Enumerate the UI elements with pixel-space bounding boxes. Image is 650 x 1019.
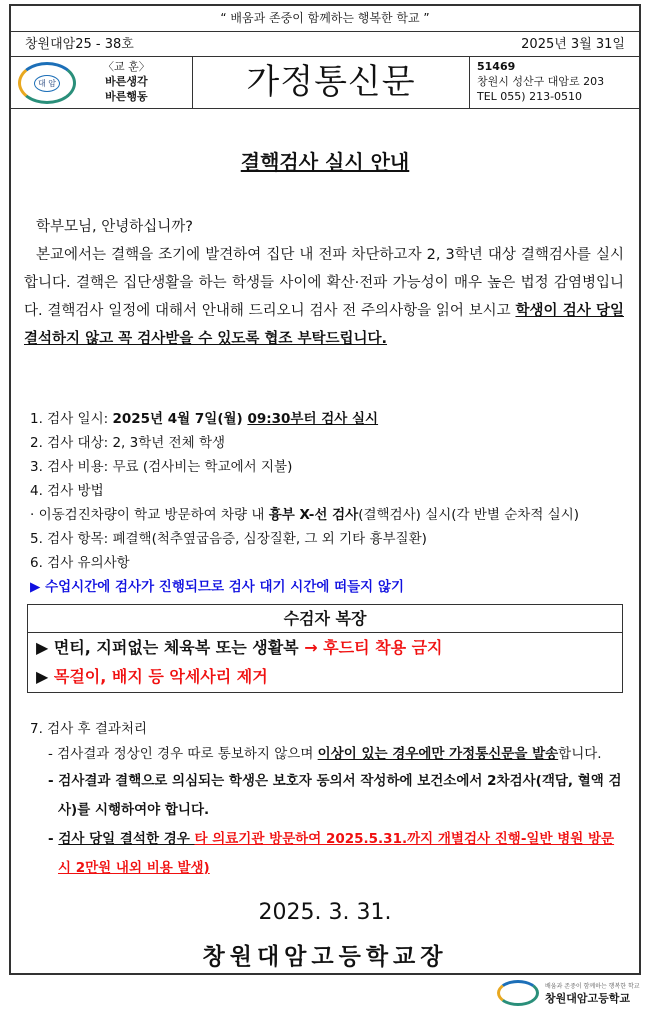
attire-line: [28, 662, 622, 691]
attire-heading: 수검자 복장: [28, 605, 622, 633]
item-scope: 5. 검사 항목: 폐결핵(척추옆굽음증, 심장질환, 그 외 기타 흉부질환): [30, 531, 427, 547]
item-cost: 3. 검사 비용: 무료 (검사비는 학교에서 지불): [30, 459, 293, 475]
attire-line: [28, 633, 622, 662]
footer-school-name: 창원대암고등학교: [545, 991, 631, 1005]
principal-signature: 창원대암고등학교장: [202, 944, 448, 970]
header-row: [11, 57, 639, 109]
logo-text: 대 암: [34, 75, 60, 92]
document-title: 결핵검사 실시 안내: [240, 150, 410, 174]
item-method-detail: [30, 503, 579, 527]
precaution-note: ▶ 수업시간에 검사가 진행되므로 검사 대기 시간에 떠들지 않기: [30, 579, 405, 595]
item-target: 2. 검사 대상: 2, 3학년 전체 학생: [30, 435, 226, 451]
item-precautions: 6. 검사 유의사항: [30, 555, 130, 571]
method-text: (결핵검사) 실시(각 반별 순차적 실시): [358, 507, 580, 523]
item-date: [30, 407, 579, 431]
attire-warning: 목걸이, 배지 등 악세사리 제거: [53, 667, 268, 686]
results-heading: 7. 검사 후 결과처리: [30, 721, 148, 737]
attire-warning: → 후드티 착용 금지: [304, 638, 443, 657]
result-item: [30, 742, 630, 767]
result-text: 합니다.: [558, 746, 602, 762]
closing-date: 2025. 3. 31.: [258, 900, 392, 925]
result-item: [30, 825, 630, 883]
number-date-row: [11, 32, 639, 57]
attire-box: [27, 604, 623, 693]
newsletter-title: 가정통신문: [193, 57, 470, 108]
school-creed: [103, 59, 150, 104]
exam-time: 09:30부터 검사 실시: [247, 411, 379, 427]
result-dash: -: [48, 831, 59, 847]
result-emphasis: 이상이 있는 경우에만 가정통신문을 발송: [317, 746, 559, 762]
attire-bullet: ▶: [36, 667, 54, 686]
result-item: - 검사결과 결핵으로 의심되는 학생은 보호자 동의서 작성하에 보건소에서 2차검사(객담, 혈액 검사)를 시행하여야 합니다.: [48, 773, 622, 818]
exam-date: 2025년 4월 7일(월): [112, 411, 248, 427]
creed-line: 바른행동: [105, 90, 148, 103]
intro-paragraph: [24, 241, 624, 353]
item-method: 4. 검사 방법: [30, 483, 104, 499]
intro-text: 본교에서는 결핵을 조기에 발견하여 집단 내 전파 차단하고자 2, 3학년 대상 결핵검사를 실시합니다. 결핵은 집단생활을 하는 학생들 사이에 확산·전파 가능성이 매우 높은 법정 감염병입니다. 결핵검사 일정에 대해서 안내해 드리오니 검사 전 주의사항을 읽어 보시고: [24, 247, 624, 319]
issue-date: 2025년 3월 31일: [521, 37, 625, 52]
result-emphasis: 검사 당일 결석한 경우: [58, 831, 195, 847]
method-text: · 이동검진차량이 학교 방문하여 차량 내: [30, 507, 269, 523]
item-label: 1. 검사 일시:: [30, 411, 113, 427]
method-emphasis: 흉부 X-선 검사: [268, 507, 359, 523]
exam-info-list: [30, 407, 579, 599]
school-motto: “ 배움과 존중이 함께하는 행복한 학교 ”: [11, 6, 639, 32]
creed-line: 바른생각: [105, 75, 148, 88]
attire-text: ▶ 면티, 지퍼없는 체육복 또는 생활복: [36, 638, 305, 657]
creed-title: 〈교 훈〉: [103, 60, 150, 73]
footer-logo: [497, 980, 640, 1006]
school-logo-icon: [18, 62, 76, 104]
school-motto-cell: [11, 57, 193, 108]
results-section: [30, 717, 630, 883]
school-logo-icon: [497, 980, 539, 1006]
doc-number: 창원대암25 - 38호: [25, 37, 134, 52]
greeting-text: 학부모님, 안녕하십니까?: [36, 219, 193, 235]
result-warning: 타 의료기관 방문하여 2025.5.31.까지 개별검사 진행-일반 병원 방문 시 2만원 내외 비용 발생): [58, 831, 615, 876]
greeting: [24, 213, 624, 241]
intro-emphasis: 학생이 검사 당일 결석하지 않고 꼭 검사받을 수 있도록 협조 부탁드립니다.: [24, 303, 624, 347]
contact-info: [477, 59, 604, 104]
address: 창원시 성산구 대암로 203: [477, 75, 605, 88]
postal-code: 51469: [477, 60, 516, 73]
telephone: TEL 055) 213-0510: [477, 90, 583, 103]
result-text: - 검사결과 정상인 경우 따로 통보하지 않으며: [48, 746, 318, 762]
footer-slogan: 배움과 존중이 함께하는 행복한 학교: [545, 982, 640, 990]
